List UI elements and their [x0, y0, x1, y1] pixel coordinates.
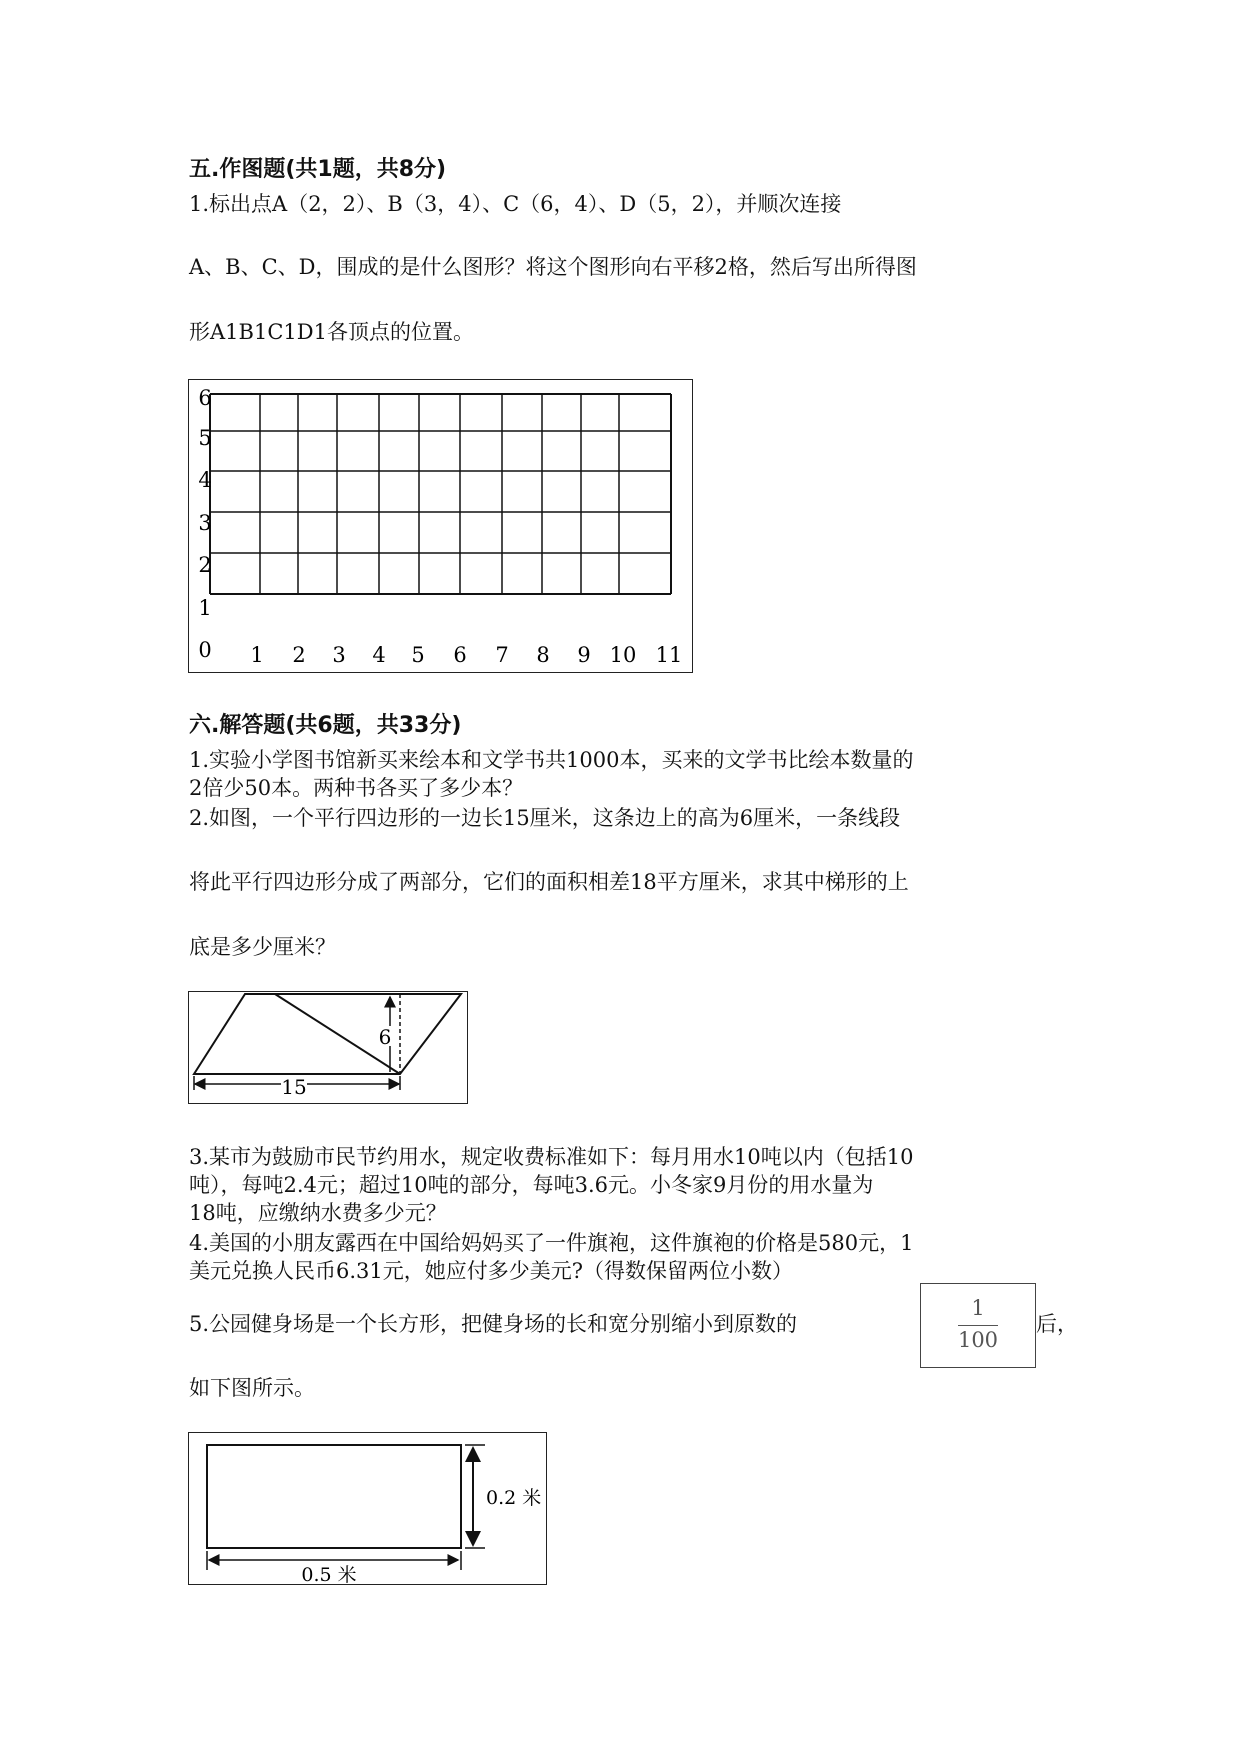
fraction-denominator: 100: [957, 1328, 999, 1352]
grid-y-label: 6: [198, 386, 212, 410]
s6-q2-line3: 底是多少厘米？: [189, 935, 336, 959]
grid-x-label: 6: [453, 643, 467, 667]
grid-y-label: 2: [198, 553, 212, 577]
grid-x-label: 4: [372, 643, 386, 667]
s6-q2-line2: 将此平行四边形分成了两部分，它们的面积相差18平方厘米，求其中梯形的上: [189, 870, 909, 894]
s6-q3-line1: 3.某市为鼓励市民节约用水，规定收费标准如下：每月用水10吨以内（包括10: [189, 1145, 914, 1169]
coordinate-grid-figure: [188, 379, 693, 673]
height-dimension-label: 0.2 米: [486, 1487, 542, 1509]
grid-y-label: 3: [198, 511, 212, 535]
grid-y-label: 5: [198, 426, 212, 450]
grid-x-label: 7: [495, 643, 509, 667]
s6-q1-line2: 2倍少50本。两种书各买了多少本？: [189, 776, 524, 800]
s6-q5-line1-post: 后，: [1036, 1312, 1078, 1336]
grid-x-label: 10: [609, 643, 637, 667]
grid-lines: [210, 394, 671, 594]
coordinate-grid-svg: [189, 380, 692, 672]
grid-x-label: 8: [536, 643, 550, 667]
park-rectangle: [207, 1445, 461, 1548]
grid-x-label: 1: [250, 643, 264, 667]
grid-x-label: 5: [411, 643, 425, 667]
fraction-numerator: 1: [971, 1296, 985, 1320]
s6-q2-line1: 2.如图，一个平行四边形的一边长15厘米，这条边上的高为6厘米，一条线段: [189, 806, 901, 830]
grid-x-labels: [250, 643, 682, 667]
grid-y-label: 1: [198, 596, 212, 620]
s5-q1-line1: 1.标出点A（2，2）、B（3，4）、C（6，4）、D（5，2），并顺次连接: [189, 192, 842, 216]
s6-q3-line2: 吨），每吨2.4元；超过10吨的部分，每吨3.6元。小冬家9月份的用水量为: [189, 1173, 874, 1197]
s6-q5-line1-pre: 5.公园健身场是一个长方形，把健身场的长和宽分别缩小到原数的: [189, 1312, 798, 1336]
rectangle-svg: [189, 1433, 546, 1584]
grid-y-label: 0: [198, 638, 212, 662]
section-6-heading: 六.解答题(共6题，共33分): [189, 713, 462, 738]
s6-q4-line1: 4.美国的小朋友露西在中国给妈妈买了一件旗袍，这件旗袍的价格是580元，1: [189, 1231, 914, 1255]
grid-y-label: 4: [198, 468, 212, 492]
s6-q4-line2: 美元兑换人民币6.31元，她应付多少美元?（得数保留两位小数）: [189, 1259, 794, 1283]
s5-q1-line3: 形A1B1C1D1各顶点的位置。: [189, 320, 474, 344]
grid-x-label: 3: [332, 643, 346, 667]
s6-q3-line3: 18吨，应缴纳水费多少元？: [189, 1201, 447, 1225]
fraction-box: [920, 1283, 1036, 1368]
parallelogram-svg: [189, 992, 467, 1103]
fraction-bar: [958, 1325, 998, 1326]
parallelogram-figure: [188, 991, 468, 1104]
s5-q1-line2: A、B、C、D，围成的是什么图形？将这个图形向右平移2格，然后写出所得图: [189, 255, 917, 279]
grid-x-label: 9: [577, 643, 591, 667]
base-label: 15: [281, 1075, 307, 1099]
width-dimension-label: 0.5 米: [301, 1564, 357, 1584]
parallelogram-shape: [194, 994, 461, 1074]
section-5-heading: 五.作图题(共1题，共8分): [189, 157, 447, 182]
grid-x-label: 2: [292, 643, 306, 667]
height-label: 6: [378, 1025, 392, 1049]
grid-y-labels: [198, 386, 211, 662]
grid-x-label: 11: [655, 643, 683, 667]
s6-q1-line1: 1.实验小学图书馆新买来绘本和文学书共1000本，买来的文学书比绘本数量的: [189, 748, 914, 772]
s6-q5-line2: 如下图所示。: [189, 1376, 315, 1400]
rectangle-figure: [188, 1432, 547, 1585]
